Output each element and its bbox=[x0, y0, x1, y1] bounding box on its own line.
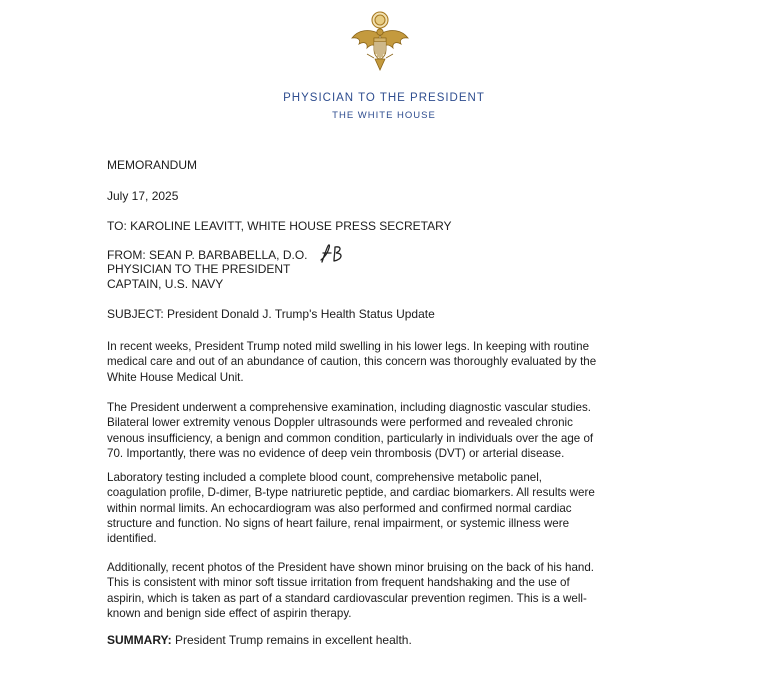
summary-text: President Trump remains in excellent health. bbox=[171, 633, 412, 647]
summary-line bbox=[107, 633, 412, 648]
paragraph-line: identified. bbox=[107, 532, 157, 546]
paragraph-line: This is consistent with minor soft tissue irritation from frequent handshaking and the use of bbox=[107, 576, 570, 590]
memo-to: TO: KAROLINE LEAVITT, WHITE HOUSE PRESS SECRETARY bbox=[107, 219, 452, 233]
memo-type: MEMORANDUM bbox=[107, 158, 197, 172]
letterhead-office: PHYSICIAN TO THE PRESIDENT bbox=[283, 92, 485, 104]
signature-initials bbox=[316, 244, 348, 264]
paragraph-laboratory bbox=[107, 470, 647, 546]
paragraph-line: Additionally, recent photos of the President have shown minor bruising on the back of his hand. bbox=[107, 561, 595, 574]
paragraph-line: coagulation profile, D-dimer, B-type natriuretic peptide, and cardiac biomarkers. All results were bbox=[107, 486, 595, 500]
paragraph-examination bbox=[107, 400, 647, 461]
paragraph-line: aspirin, which is taken as part of a standard cardiovascular prevention regimen. This is a well- bbox=[107, 591, 587, 605]
paragraph-line: known and benign side effect of aspirin therapy. bbox=[107, 606, 352, 620]
eagle-seal-icon bbox=[349, 10, 411, 76]
paragraph-line: medical care and out of an abundance of caution, this concern was thoroughly evaluated by the bbox=[107, 355, 597, 369]
paragraph-line: The President underwent a comprehensive examination, including diagnostic vascular studies. bbox=[107, 401, 591, 414]
paragraph-line: structure and function. No signs of heart failure, renal impairment, or systemic illness were bbox=[107, 516, 570, 530]
paragraph-line: within normal limits. An echocardiogram was also performed and confirmed normal cardiac bbox=[107, 501, 572, 515]
memo-subject: SUBJECT: President Donald J. Trump's Health Status Update bbox=[107, 307, 435, 321]
paragraph-line: White House Medical Unit. bbox=[107, 370, 244, 384]
paragraph-line: 70. Importantly, there was no evidence of deep vein thrombosis (DVT) or arterial disease. bbox=[107, 446, 565, 460]
memo-from-title: PHYSICIAN TO THE PRESIDENT bbox=[107, 262, 291, 276]
paragraph-line: venous insufficiency, a benign and common condition, particularly in individuals over the age of bbox=[107, 431, 594, 445]
memo-from: FROM: SEAN P. BARBABELLA, D.O. bbox=[107, 248, 308, 262]
paragraph-bruising bbox=[107, 560, 647, 621]
summary-label: SUMMARY: bbox=[107, 633, 172, 647]
letterhead-building: THE WHITE HOUSE bbox=[332, 110, 436, 121]
memo-from-rank: CAPTAIN, U.S. NAVY bbox=[107, 277, 224, 291]
paragraph-line: Bilateral lower extremity venous Doppler ultrasounds were performed and revealed chronic bbox=[107, 416, 573, 430]
paragraph-line: Laboratory testing included a complete blood count, comprehensive metabolic panel, bbox=[107, 471, 543, 484]
paragraph-line: In recent weeks, President Trump noted mild swelling in his lower legs. In keeping with routine bbox=[107, 340, 590, 353]
memo-date: July 17, 2025 bbox=[107, 189, 179, 203]
paragraph-swelling bbox=[107, 339, 647, 385]
